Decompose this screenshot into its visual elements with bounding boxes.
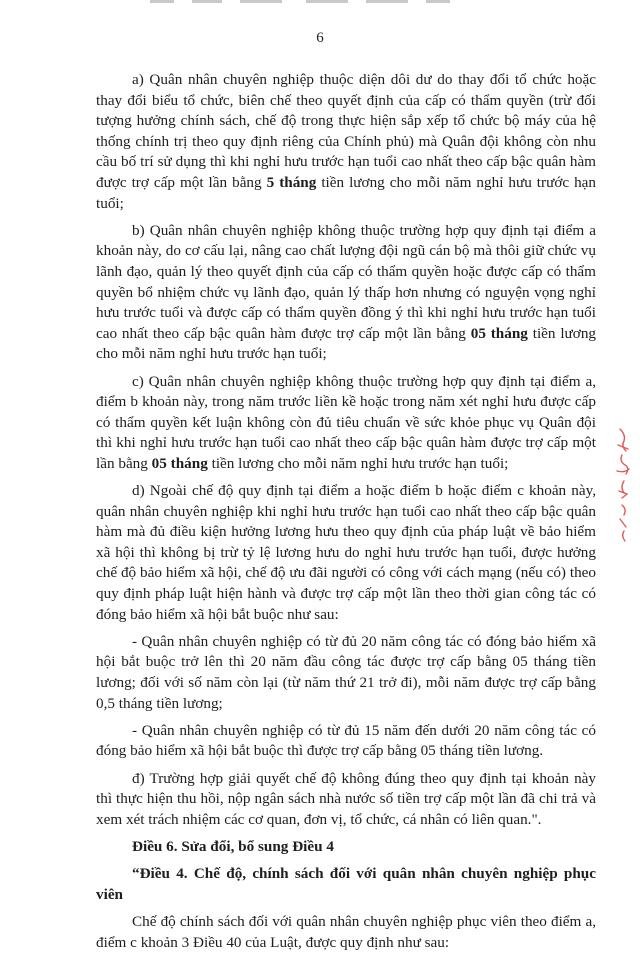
closing-paragraph: Chế độ chính sách đối với quân nhân chuyên nghiệp phục viên theo điểm a, điểm c khoản 3 Điều 40 của Luật, được quy định như sau: [96,912,596,951]
document-body [96,70,596,960]
article-heading: Điều 6. Sửa đổi, bổ sung Điều 4 [132,837,334,855]
paragraph-c: c) Quân nhân chuyên nghiệp không thuộc trường hợp quy định tại điểm a, điểm b khoản này, trong năm trước liền kề hoặc trong năm xét nghỉ hưu được cấp có thẩm quyền kết luận không còn đủ tiêu chuẩn về sức khỏe phục vụ Quân đội thì khi nghỉ hưu trước hạn tuổi cao nhất theo cấp bậc quân hàm được trợ cấp một lần bằng 05 tháng tiền lương cho mỗi năm nghỉ hưu trước hạn tuổi; [96,372,596,472]
paragraph-dd: đ) Trường hợp giải quyết chế độ không đúng theo quy định tại khoản này thì thực hiện thu hồi, nộp ngân sách nhà nước số tiền trợ cấp một lần đã chi trả và xem xét trách nhiệm các cơ quan, đơn vị, tổ chức, cá nhân có liên quan.". [96,769,596,828]
article-subheading: “Điều 4. Chế độ, chính sách đối với quân nhân chuyên nghiệp phục viên [96,865,596,903]
paragraph-d-bullet-1: - Quân nhân chuyên nghiệp có từ đủ 20 năm công tác có đóng bảo hiểm xã hội bắt buộc trở lên thì 20 năm đầu công tác được trợ cấp bằng 05 tháng tiền lương; đối với số năm còn lại (từ năm thứ 21 trở đi), mỗi năm được trợ cấp bằng 0,5 tháng tiền lương; [96,632,596,712]
paragraph-d: d) Ngoài chế độ quy định tại điểm a hoặc điểm b hoặc điểm c khoản này, quân nhân chuyên nghiệp khi nghỉ hưu trước hạn tuổi cao nhất theo cấp bậc quân hàm mà đủ điều kiện hưởng lương hưu theo quy định của pháp luật về bảo hiểm xã hội thì không bị trừ tỷ lệ lương hưu do nghỉ hưu trước hạn tuổi, được hưởng chế độ bảo hiểm xã hội, chế độ ưu đãi người có công với cách mạng (nếu có) theo quy định pháp luật hiện hành và được trợ cấp một lần theo thời gian công tác có đóng bảo hiểm xã hội bắt buộc như sau: [96,482,596,623]
red-seal-stamp-icon [610,425,638,545]
paragraph-b: b) Quân nhân chuyên nghiệp không thuộc trường hợp quy định tại điểm a khoản này, do cơ cấu lại, nâng cao chất lượng đội ngũ cán bộ mà thôi giữ chức vụ lãnh đạo, quản lý theo quyết định của cấp có thẩm quyền hoặc được cấp có thẩm quyền bổ nhiệm chức vụ lãnh đạo, quản lý thấp hơn nhưng có nguyện vọng nghỉ hưu trước tuổi và được cấp có thẩm quyền đồng ý thì khi nghỉ hưu trước hạn tuổi cao nhất theo cấp bậc quân hàm được trợ cấp một lần bằng 05 tháng tiền lương cho mỗi năm nghỉ hưu trước hạn tuổi; [96,221,597,363]
page-number: 6 [316,30,324,46]
scan-edge-marks [150,0,450,3]
paragraph-a: a) Quân nhân chuyên nghiệp thuộc diện dôi dư do thay đổi tổ chức hoặc thay đổi biểu tổ chức, biên chế theo quyết định của cấp có thẩm quyền (trừ đối tượng hưởng chính sách, chế độ trong thực hiện sắp xếp tổ chức bộ máy của hệ thống chính trị theo quy định riêng của Chính phủ) mà Quân đội không còn nhu cầu bố trí sử dụng thì khi nghỉ hưu trước hạn tuổi cao nhất theo cấp bậc quân hàm được trợ cấp một lần bằng 5 tháng tiền lương cho mỗi năm nghỉ hưu trước hạn tuổi; [96,71,597,212]
paragraph-d-bullet-2: - Quân nhân chuyên nghiệp có từ đủ 15 năm đến dưới 20 năm công tác có đóng bảo hiểm xã hội bắt buộc thì được trợ cấp bằng 05 tháng tiền lương. [96,721,596,760]
